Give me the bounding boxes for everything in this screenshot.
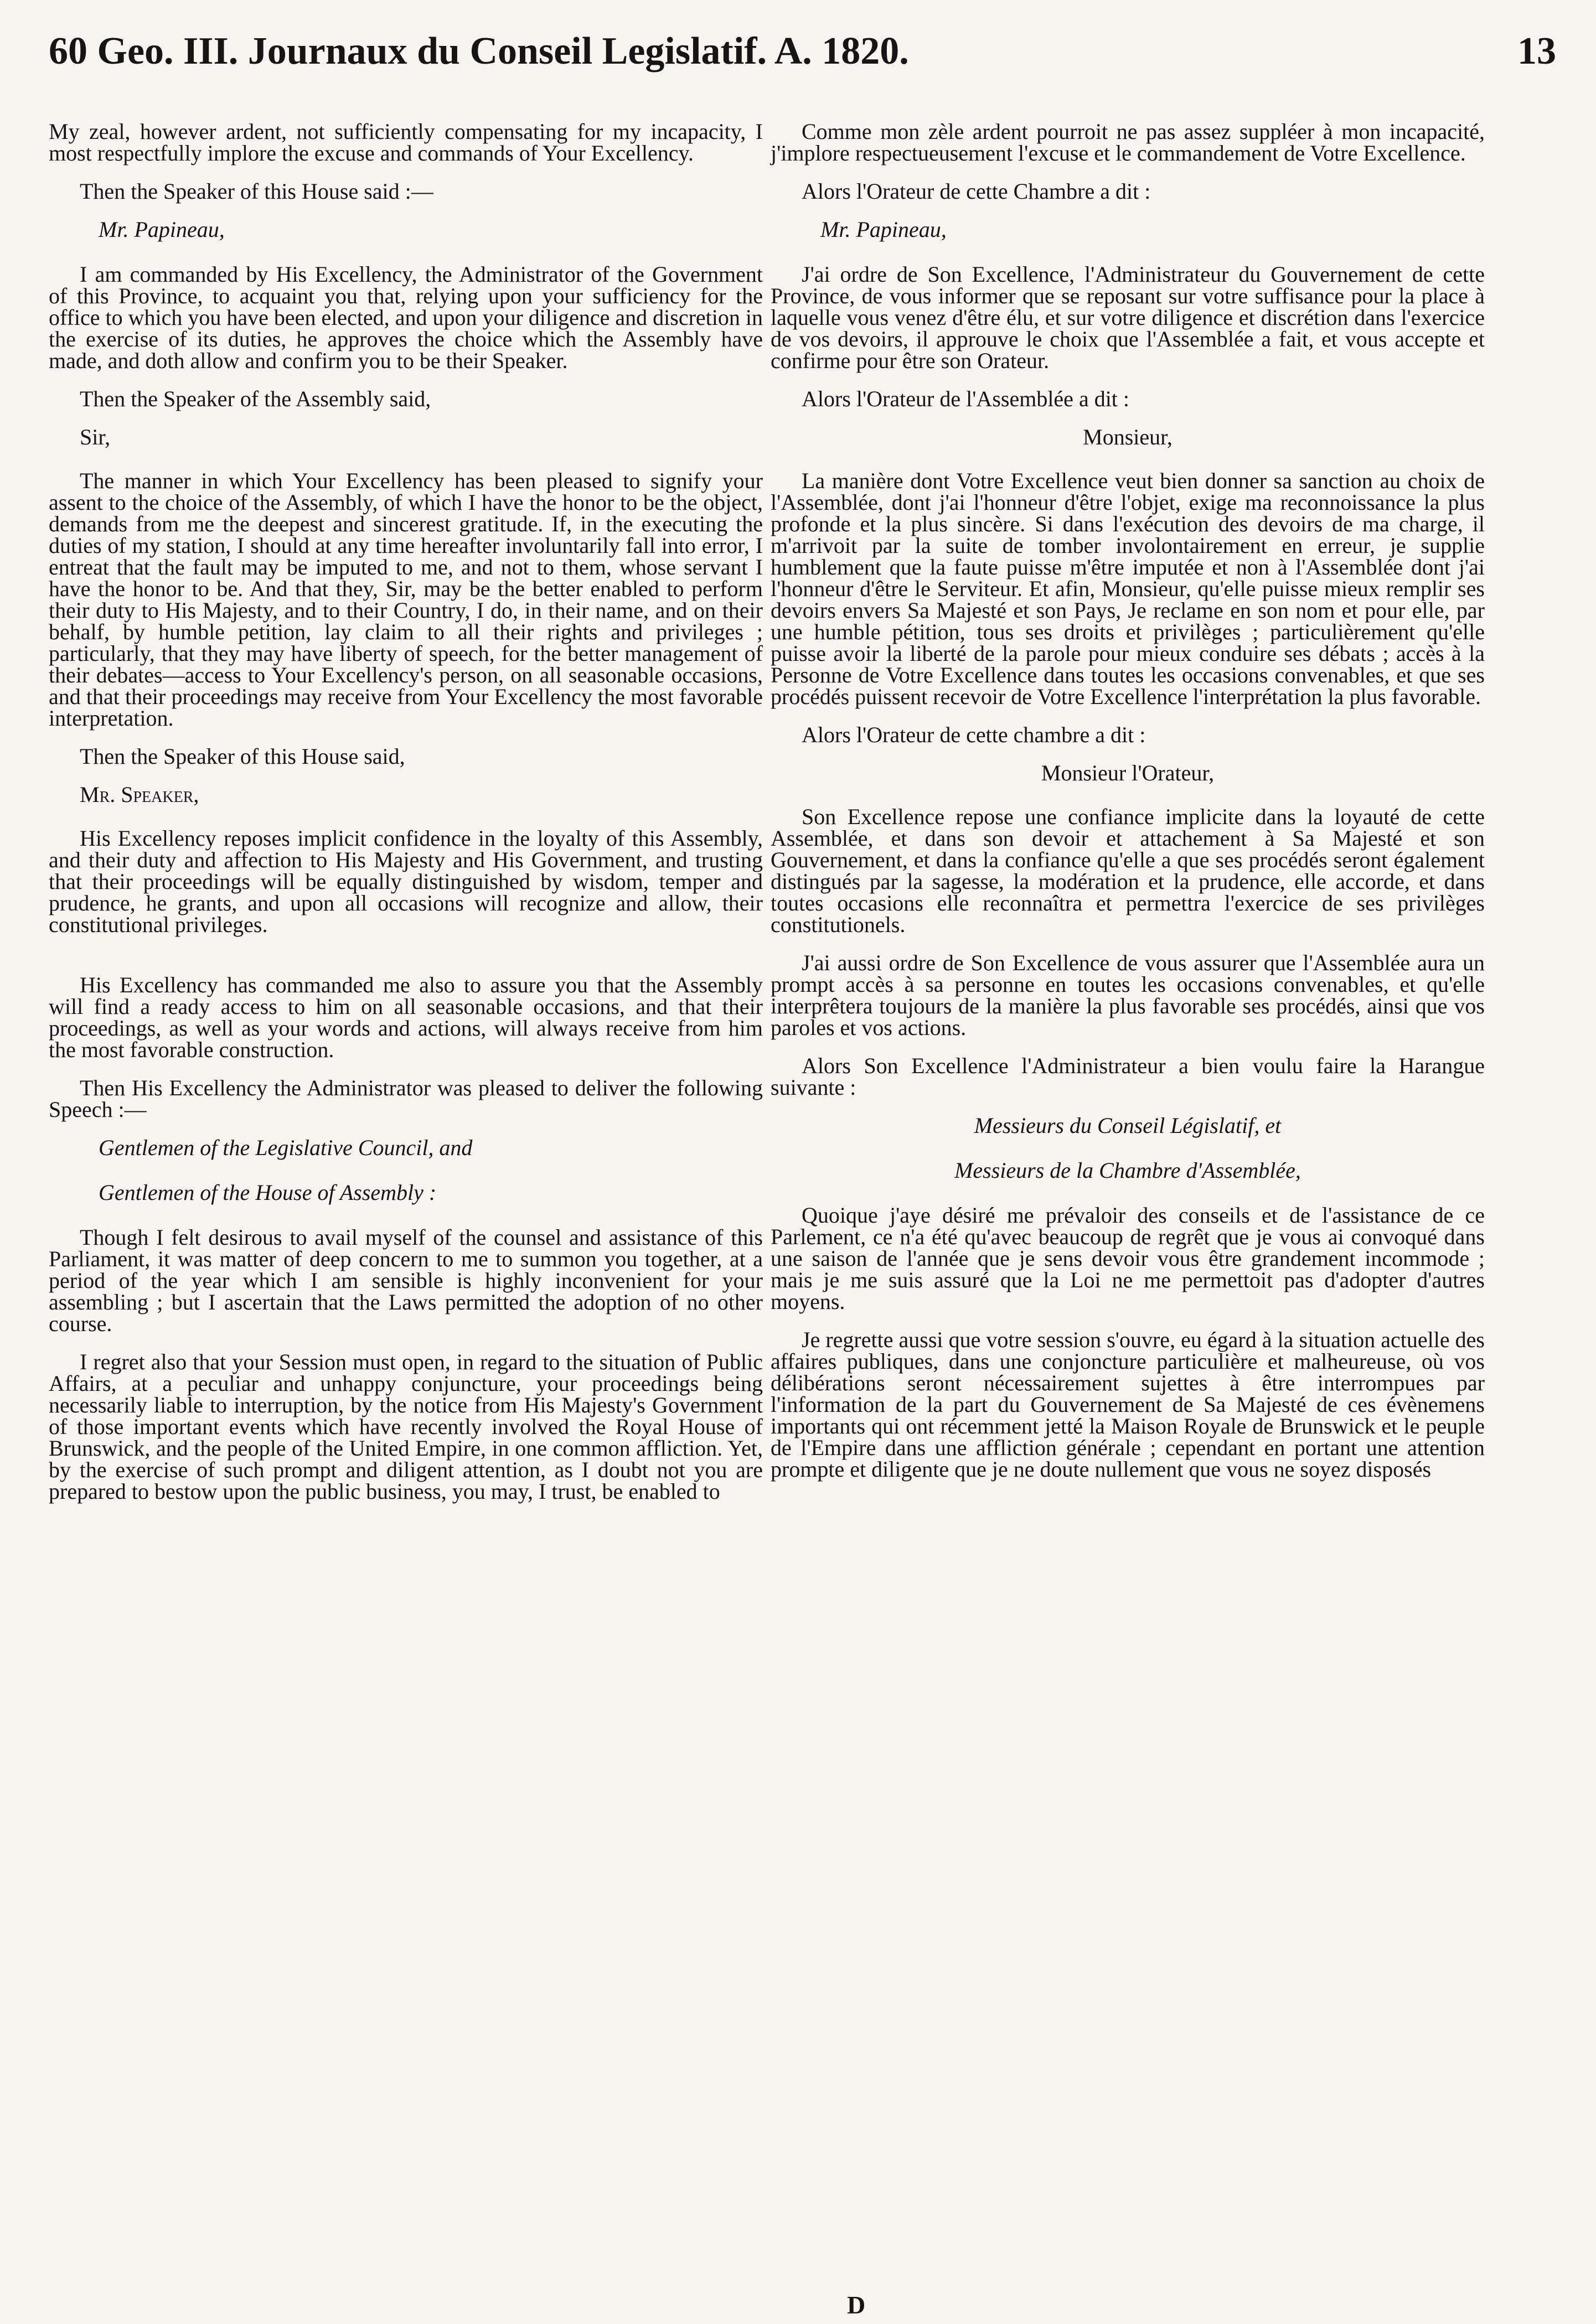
english-paragraph: Though I felt desirous to avail myself of the counsel and assistance of this Parliament, it was matter of deep concern to me to summon you together, at a period of the year which I am sensible is highly inconvenient for your assembling ; but I ascertain that the Laws permitted the adoption of no other course. bbox=[49, 1225, 763, 1336]
french-paragraph: Son Excellence repose une confiance implicite dans la loyauté de cette Assemblée, et dans son devoir et attachement à Sa Majesté et son Gouvernement, et dans la confiance qu'elle a que ses procédés seront également distingués par la sagesse, la modération et la prudence, elle accorde, et dans toutes occasions elle reconnaîtra et permettra l'exercice de ses privilèges constitutionels. bbox=[771, 804, 1485, 937]
french-paragraph: La manière dont Votre Excellence veut bien donner sa sanction au choix de l'Assemblée, dont j'ai l'honneur d'être l'objet, exige ma reconnoissance la plus profonde et la plus sincère. Si dans l'exécution des devoirs de ma charge, il m'arrivoit par la suite de tomber involontairement en erreur, je supplie humblement que la faute puisse m'être imputée et non à l'Assemblée dont j'ai l'honneur d'être le Serviteur. Et afin, Monsieur, qu'elle puisse mieux remplir ses devoirs envers Sa Majesté et son Pays, Je reclame en son nom et pour elle, par une humble pétition, tous ses droits et privilèges ; particulièrement qu'elle puisse avoir la liberté de la parole pour mieux conduire ses débats ; accès à la Personne de Votre Excellence dans toutes les occasions convenables, et que ses procédés puissent recevoir de Votre Excellence l'interprétation la plus favorable. bbox=[771, 468, 1485, 709]
english-column bbox=[49, 121, 763, 1519]
french-paragraph: Monsieur, bbox=[1083, 425, 1173, 449]
french-paragraph: Messieurs de la Chambre d'Assemblée, bbox=[954, 1158, 1301, 1183]
french-paragraph: Alors Son Excellence l'Administrateur a bien voulu faire la Harangue suivante : bbox=[771, 1053, 1485, 1100]
french-paragraph: Messieurs du Conseil Législatif, et bbox=[974, 1113, 1282, 1138]
french-paragraph: Alors l'Orateur de cette Chambre a dit : bbox=[802, 179, 1151, 204]
page-number: 13 bbox=[1517, 30, 1556, 73]
french-paragraph: Comme mon zèle ardent pourroit ne pas assez suppléer à mon incapacité, j'implore respectueusement l'excuse et le commandement de Votre Excellence. bbox=[771, 119, 1485, 165]
english-paragraph: Gentlemen of the Legislative Council, and bbox=[99, 1135, 473, 1160]
french-paragraph: Quoique j'aye désiré me prévaloir des conseils et de l'assistance de ce Parlement, ce n'a été qu'avec beaucoup de regrêt que je vous ai convoqué dans une saison de l'année que je sens devoir vous être grandement incommode ; mais je me suis assuré que la Loi ne me permettoit pas d'adopter d'autres moyens. bbox=[771, 1203, 1485, 1314]
english-paragraph: Mr. Papineau, bbox=[99, 217, 225, 242]
french-paragraph: Monsieur l'Orateur, bbox=[1041, 760, 1215, 785]
english-paragraph: Sir, bbox=[80, 425, 111, 449]
french-paragraph: J'ai ordre de Son Excellence, l'Administrateur du Gouvernement de cette Province, de vous informer que se reposant sur votre suffisance pour la place à laquelle vous venez d'être élu, et sur votre diligence et discrétion dans l'exercice de vos devoirs, il approuve le choix que l'Assemblée a fait, et vous accepte et confirme pour être son Orateur. bbox=[771, 262, 1485, 373]
english-paragraph: His Excellency has commanded me also to assure you that the Assembly will find a ready access to him on all seasonable occasions, and that their proceedings, as well as your words and actions, will always receive from him the most favorable construction. bbox=[49, 972, 763, 1062]
english-paragraph: I regret also that your Session must open, in regard to the situation of Public Affairs, at a peculiar and unhappy conjuncture, your proceedings being necessarily liable to interruption, by the notice from His Majesty's Government of those important events which have recently involved the Royal House of Brunswick, and the people of the United Empire, in one common affliction. Yet, by the exercise of such prompt and diligent attention, as I doubt not you are prepared to bestow upon the public business, you may, I trust, be enabled to bbox=[49, 1349, 763, 1504]
french-paragraph: Alors l'Orateur de l'Assemblée a dit : bbox=[802, 386, 1130, 411]
french-paragraph: Mr. Papineau, bbox=[820, 217, 947, 242]
english-paragraph: The manner in which Your Excellency has been pleased to signify your assent to the choice of the Assembly, of which I have the honor to be the object, demands from me the deepest and sincerest gratitude. If, in the executing the duties of my station, I should at any time hereafter involuntarily fall into error, I entreat that the fault may be imputed to me, and not to them, whose servant I have the honor to be. And that they, Sir, may be the better enabled to perform their duty to His Majesty, and to their Country, I do, in their name, and on their behalf, by humble petition, lay claim to all their rights and privileges ; particularly, that they may have liberty of speech, for the better management of their debates—access to Your Excellency's person, on all seasonable occasions, and that their proceedings may receive from Your Excellency the most favorable interpretation. bbox=[49, 468, 763, 731]
english-paragraph: Mr. Speaker, bbox=[80, 782, 199, 807]
english-paragraph: His Excellency reposes implicit confidence in the loyalty of this Assembly, and their duty and affection to His Majesty and His Government, and trusting that their proceedings will be equally distinguished by wisdom, temper and prudence, he grants, and upon all occasions will recognize and allow, their constitutional privileges. bbox=[49, 826, 763, 937]
english-paragraph: Then the Speaker of the Assembly said, bbox=[80, 386, 431, 411]
english-paragraph: Then His Excellency the Administrator was pleased to deliver the following Speech :— bbox=[49, 1075, 763, 1122]
printer-signature-mark: D bbox=[847, 2291, 866, 2319]
english-paragraph: Then the Speaker of this House said, bbox=[80, 744, 405, 769]
french-column bbox=[771, 121, 1485, 1497]
french-paragraph: Alors l'Orateur de cette chambre a dit : bbox=[802, 722, 1146, 747]
page-header-title: 60 Geo. III. Journaux du Conseil Legislatif. A. 1820. bbox=[49, 30, 909, 73]
english-paragraph: Gentlemen of the House of Assembly : bbox=[99, 1180, 437, 1205]
french-paragraph: J'ai aussi ordre de Son Excellence de vous assurer que l'Assemblée aura un prompt accès à sa personne en toutes les occasions convenables, et qu'elle interprêtera toujours de la manière la plus favorable ses procédés, ainsi que vos paroles et vos actions. bbox=[771, 950, 1485, 1040]
english-paragraph: I am commanded by His Excellency, the Administrator of the Government of this Province, to acquaint you that, relying upon your sufficiency for the office to which you have been elected, and upon your diligence and discretion in the exercise of its duties, he approves the choice which the Assembly have made, and doth allow and confirm you to be their Speaker. bbox=[49, 262, 763, 373]
english-paragraph: Then the Speaker of this House said :— bbox=[80, 179, 433, 204]
french-paragraph: Je regrette aussi que votre session s'ouvre, eu égard à la situation actuelle des affaires publiques, dans une conjoncture particulière et malheureuse, où vos délibérations seront nécessairement sujettes à être interrompues par l'information de la part du Gouvernement de Sa Majesté de ces évènemens importants qui ont récemment jetté la Maison Royale de Brunswick et le peuple de l'Empire dans une affliction générale ; cependant en portant une attention prompte et diligente que je ne doute nullement que vous ne soyez disposés bbox=[771, 1327, 1485, 1482]
english-paragraph: My zeal, however ardent, not sufficiently compensating for my incapacity, I most respectfully implore the excuse and commands of Your Excellency. bbox=[49, 119, 763, 165]
